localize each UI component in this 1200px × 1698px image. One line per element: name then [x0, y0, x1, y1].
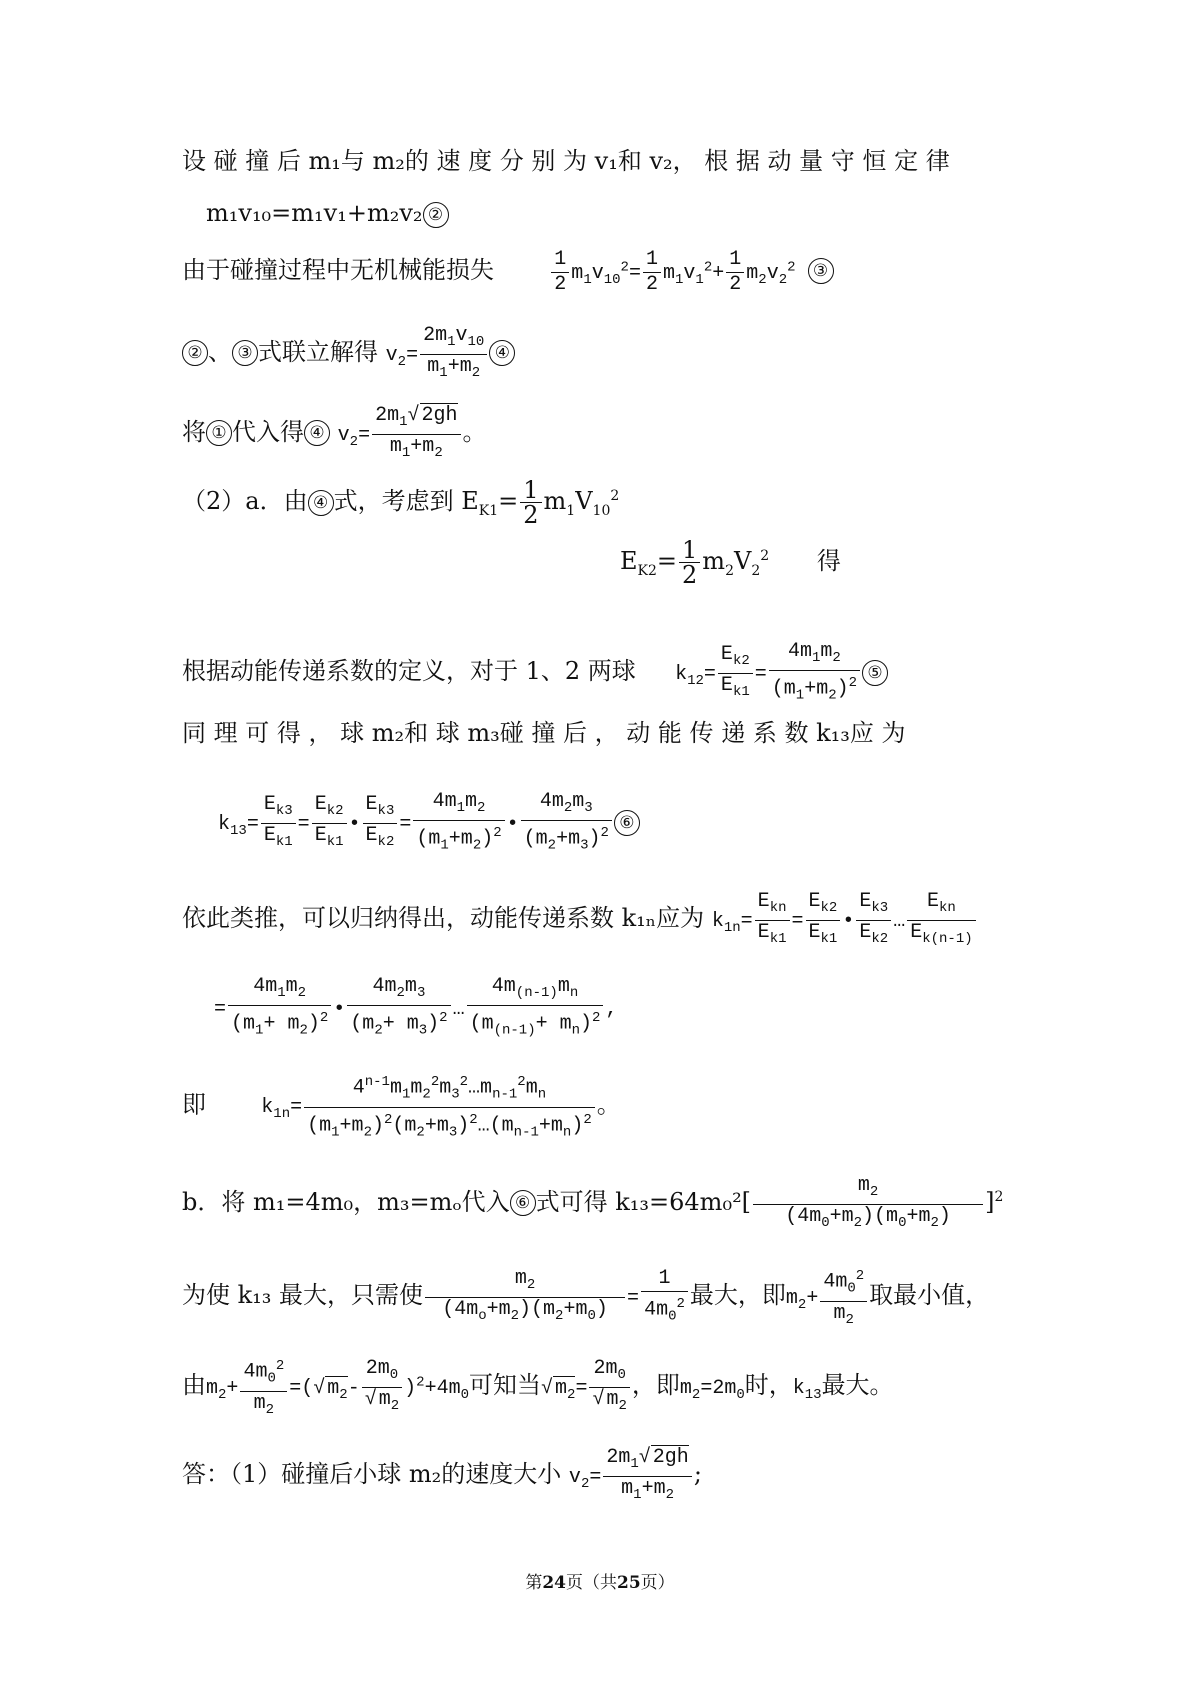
- text-line-part2a: （2）a．由 ④ 式，考虑到 $E_{K1}=$ $\frac{1}{2}$ $m_1V_{10}^2$: [182, 476, 620, 529]
- text-line-energy: 由于碰撞过程中无机械能损失 $\frac{1}{2}$ $m_1v_{10}^2=$ $\frac{1}{2}$ $m_1v_1^2+$ $\frac{1}{2}$ $m_2v_2^2$ ③: [182, 248, 834, 297]
- text-line-solve: ② 、 ③ 式联立解得 $v_2=$ $\frac{2m_1v_{10}}{m_1+m_2}$ ④: [182, 324, 515, 385]
- text-line-answer: 答：（1）碰撞后小球 m₂的速度大小 $v_2=$ $\frac{2m_1√ 2gh}{m_1+m_2}$ ;: [182, 1446, 702, 1503]
- energy-equation: $\frac{1}{2}$ $m_1v_{10}^2=$ $\frac{1}{2}$ $m_1v_1^2+$ $\frac{1}{2}$ $m_2v_2^2$: [549, 262, 807, 285]
- text-line-part2b: b．将 m₁=4m₀，m₃=mₒ代入 ⑥ 式可得 k₁₃=64m₀²[ $\frac{m_2}{(4m_0+m_2)(m_0+m_2)}$ ]$^2$: [182, 1174, 1004, 1231]
- text-line-k1n-result: 即 $k_{1n}=$ $\frac{4^{n-1}m_1m_2^2m_3^2\dots m_{n-1}^2m_n}{(m_1+m_2)^2(m_2+m_3)^2\dots(m_{n-1}+m_n)^2}$ 。: [182, 1070, 621, 1144]
- text-line-k1n: 依此类推，可以归纳得出，动能传递系数 k₁ₙ应为 $k_{1n}=$ $\frac{E_{kn}}{E_{k1}}$ = $\frac{E_{k2}}{E_{k1}}$ • $\frac{E_{k3}}{E_{k2}}$ … $\frac{E_{kn}}{E_{k(n-1)}}$: [182, 890, 978, 951]
- text-line-k12: 根据动能传递系数的定义，对于 1、2 两球 $k_{12}=$ $\frac{E_{k2}}{E_{k1}}$ = $\frac{4m_1m_2}{(m_1+m_2)^2}$ ⑤: [182, 640, 888, 708]
- equation-momentum: m₁v₁₀=m₁v₁+m₂v₂ ②: [206, 198, 449, 228]
- text-line-max-condition: 为使 k₁₃ 最大，只需使 $\frac{m_2}{(4m_o+m_2)(m_2+m_0)}$ = $\frac{1}{4m_0^2}$ 最大，即$m_2+$ $\frac{4m_0^2}{m_2}$ 取最小值，: [182, 1264, 989, 1332]
- page-number: 24: [542, 1573, 566, 1593]
- page-footer: 第24页（共25页）: [525, 1573, 675, 1593]
- text-line-substitute: 将 ① 代入得 ④ $v_2=$ $\frac{2m_1√ 2gh}{m_1+m_2}$ 。: [182, 404, 487, 461]
- total-pages: 25: [617, 1573, 641, 1593]
- equation-k1n-product: = $\frac{4m_1m_2}{(m_1+ m_2)^2}$ • $\frac{4m_2m_3}{(m_2+ m_3)^2}$ … $\frac{4m_{(n-1)}m_n}{(m_{(n-1)}+ m_n)^2}$ ,: [214, 975, 618, 1039]
- text-line-1: 设 碰 撞 后 m₁与 m₂的 速 度 分 别 为 v₁和 v₂， 根 据 动 量 守 恒 定 律: [182, 147, 950, 175]
- equation-k13: $k_{13}=$ $\frac{E_{k3}}{E_{k1}}$ = $\frac{E_{k2}}{E_{k1}}$ • $\frac{E_{k3}}{E_{k2}}$ = $\frac{4m_1m_2}{(m_1+m_2)^2}$ • $\frac{4m_2m_3}{(m_2+m_3)^2}$ ⑥: [218, 790, 640, 858]
- text-line-minimum: 由$m_2+$ $\frac{4m_0^2}{m_2}$ =(√ $m_2-$ $\frac{2m_0}{√ m_2}$ )$^2+4m_0$可知当√ $m_2=$ $\frac{2m_0}{√ m_2}$ ，即$m_2=2m_0$时，$k_{13}$最大。: [182, 1354, 894, 1422]
- text-line-ek2: $E_{K2}=$ $\frac{1}{2}$ $m_2V_2^2$ 得: [620, 536, 841, 589]
- text-line-9: 同 理 可 得 ， 球 m₂和 球 m₃碰 撞 后 ， 动 能 传 递 系 数 k₁₃应 为: [182, 719, 906, 747]
